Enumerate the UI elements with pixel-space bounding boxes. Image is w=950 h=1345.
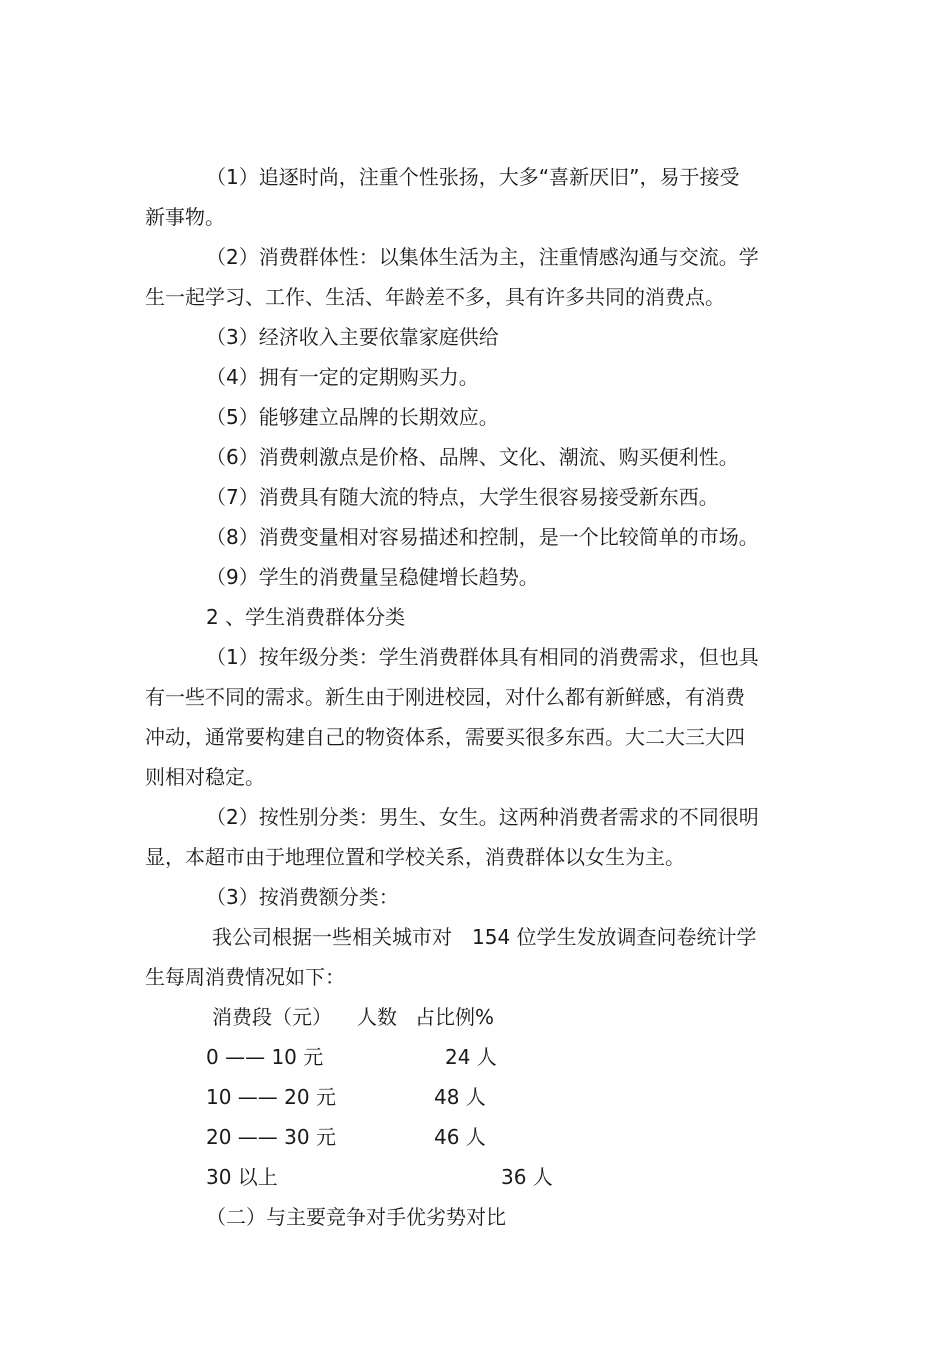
paragraph-line: （4）拥有一定的定期购买力。 bbox=[206, 365, 479, 389]
paragraph-line: （3）经济收入主要依靠家庭供给 bbox=[206, 325, 499, 349]
table-cell-count: 24 人 bbox=[445, 1045, 497, 1069]
paragraph-line: 冲动，通常要构建自己的物资体系，需要买很多东西。大二大三大四 bbox=[145, 725, 745, 749]
section-heading: （二）与主要竞争对手优劣势对比 bbox=[206, 1205, 506, 1229]
table-cell-count: 46 人 bbox=[434, 1125, 486, 1149]
paragraph-line: （6）消费刺激点是价格、品牌、文化、潮流、购买便利性。 bbox=[206, 445, 739, 469]
paragraph-line: （2）按性别分类：男生、女生。这两种消费者需求的不同很明 bbox=[206, 805, 759, 829]
subsection-heading: 2 、学生消费群体分类 bbox=[206, 605, 406, 629]
table-cell-range: 30 以上 bbox=[206, 1165, 278, 1189]
paragraph-line: 生一起学习、工作、生活、年龄差不多，具有许多共同的消费点。 bbox=[145, 285, 725, 309]
paragraph-line: 新事物。 bbox=[145, 205, 225, 229]
paragraph-line: 我公司根据一些相关城市对 154 位学生发放调查问卷统计学 bbox=[212, 925, 757, 949]
table-cell-count: 48 人 bbox=[434, 1085, 486, 1109]
paragraph-line: 生每周消费情况如下： bbox=[145, 965, 345, 989]
paragraph-line: （8）消费变量相对容易描述和控制，是一个比较简单的市场。 bbox=[206, 525, 759, 549]
table-header-percent: 占比例% bbox=[415, 1005, 495, 1029]
table-cell-range: 20 —— 30 元 bbox=[206, 1125, 336, 1149]
paragraph-line: 有一些不同的需求。新生由于刚进校园，对什么都有新鲜感，有消费 bbox=[145, 685, 745, 709]
table-header-count: 人数 bbox=[357, 1005, 397, 1029]
paragraph-line: 则相对稳定。 bbox=[145, 765, 265, 789]
paragraph-line: 显，本超市由于地理位置和学校关系，消费群体以女生为主。 bbox=[145, 845, 685, 869]
table-header-range: 消费段（元） bbox=[212, 1005, 332, 1029]
paragraph-line: （2）消费群体性：以集体生活为主，注重情感沟通与交流。学 bbox=[206, 245, 759, 269]
table-cell-range: 10 —— 20 元 bbox=[206, 1085, 336, 1109]
paragraph-line: （1）追逐时尚，注重个性张扬，大多“喜新厌旧”，易于接受 bbox=[206, 165, 740, 189]
table-cell-range: 0 —— 10 元 bbox=[206, 1045, 324, 1069]
table-cell-count: 36 人 bbox=[501, 1165, 553, 1189]
paragraph-line: （1）按年级分类：学生消费群体具有相同的消费需求，但也具 bbox=[206, 645, 759, 669]
paragraph-line: （9）学生的消费量呈稳健增长趋势。 bbox=[206, 565, 539, 589]
paragraph-line: （7）消费具有随大流的特点，大学生很容易接受新东西。 bbox=[206, 485, 719, 509]
paragraph-line: （3）按消费额分类： bbox=[206, 885, 399, 909]
paragraph-line: （5）能够建立品牌的长期效应。 bbox=[206, 405, 499, 429]
